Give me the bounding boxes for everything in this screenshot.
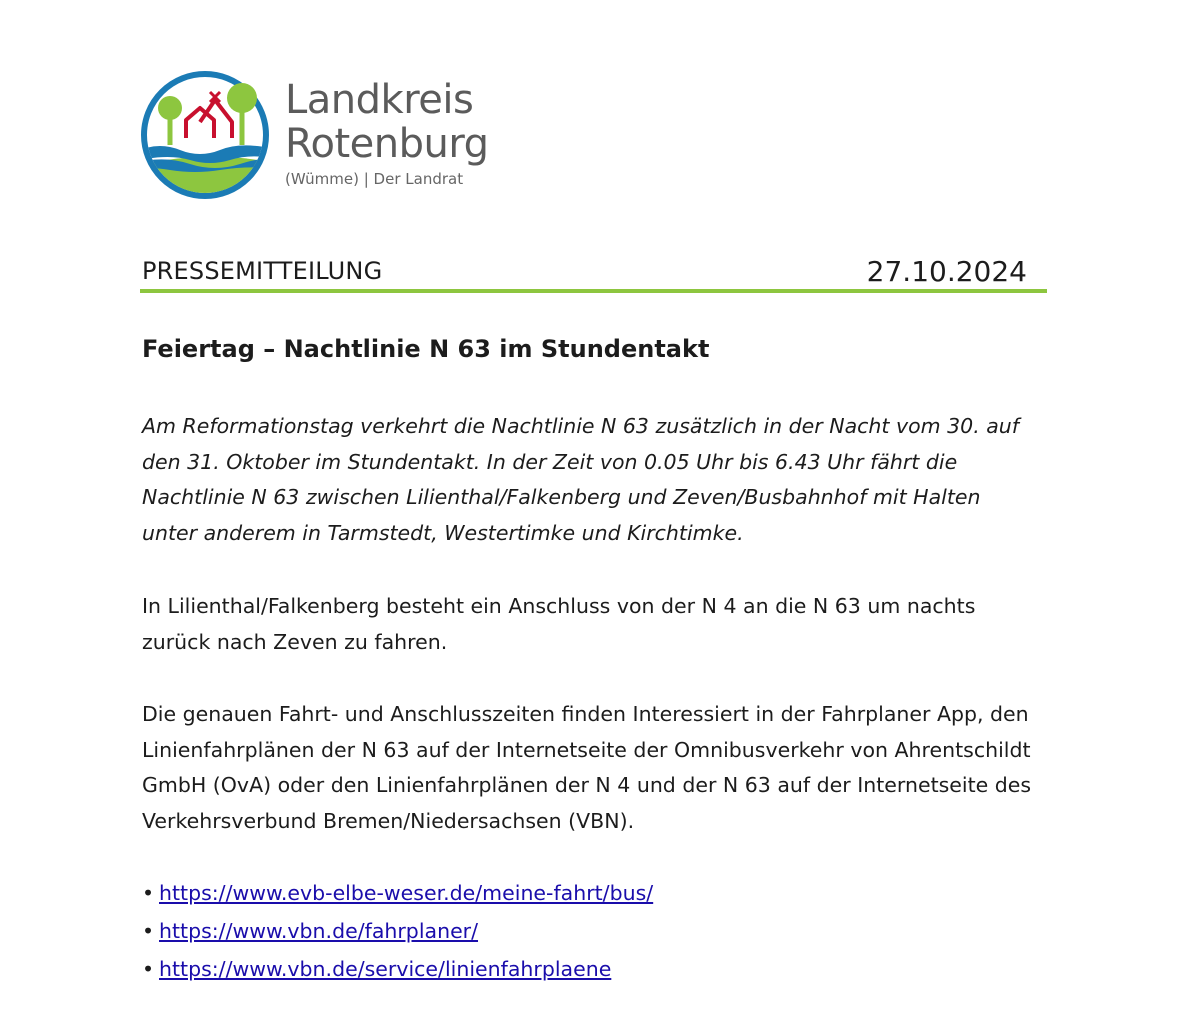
link-evb-bus[interactable]: https://www.evb-elbe-weser.de/meine-fahrt/bus/ [159,881,654,905]
logo-line-rotenburg: Rotenburg [285,121,489,167]
bullet-icon: • [142,957,155,981]
link-list [142,874,653,988]
article-paragraph-timetables: Die genauen Fahrt- und Anschlusszeiten finden Interessiert in der Fahrplaner App, den Linienfahrplänen der N 63 auf der Internetseite der Omnibusverkehr von Ahrentschildt GmbH (OvA) oder den Linienfahrplänen der N 4 und der N 63 auf der Internetseite des Verkehrsverbund Bremen/Niedersachsen (VBN). [142,702,1032,833]
logo-line-subtitle: (Wümme) | Der Landrat [285,170,464,188]
list-item [142,912,653,950]
bullet-icon: • [142,919,155,943]
article-title: Feiertag – Nachtlinie N 63 im Stundentakt [142,335,710,363]
logo-wordmark [285,78,489,190]
link-vbn-linienfahrplaene[interactable]: https://www.vbn.de/service/linienfahrplaene [159,957,612,981]
article-paragraph-connection: In Lilienthal/Falkenberg besteht ein Anschluss von der N 4 an die N 63 um nachts zurück nach Zeven zu fahren. [142,594,976,654]
article-lead-paragraph: Am Reformationstag verkehrt die Nachtlinie N 63 zusätzlich in der Nacht vom 30. auf den 31. Oktober im Stundentakt. In der Zeit von 0.05 Uhr bis 6.43 Uhr fährt die Nachtlinie N 63 zwischen Lilienthal/Falkenberg und Zeven/Busbahnhof mit Halten unter anderem in Tarmstedt, Westertimke und Kirchtimke. [142,414,1019,545]
link-vbn-fahrplaner[interactable]: https://www.vbn.de/fahrplaner/ [159,919,479,943]
bullet-icon: • [142,881,155,905]
landkreis-logo [140,70,500,200]
header-divider [140,289,1047,293]
landkreis-emblem-icon [140,70,270,200]
press-label: PRESSEMITTEILUNG [142,257,383,285]
logo-line-landkreis: Landkreis [285,77,474,123]
press-date: 27.10.2024 [866,255,1027,288]
list-item [142,950,653,988]
list-item [142,874,653,912]
